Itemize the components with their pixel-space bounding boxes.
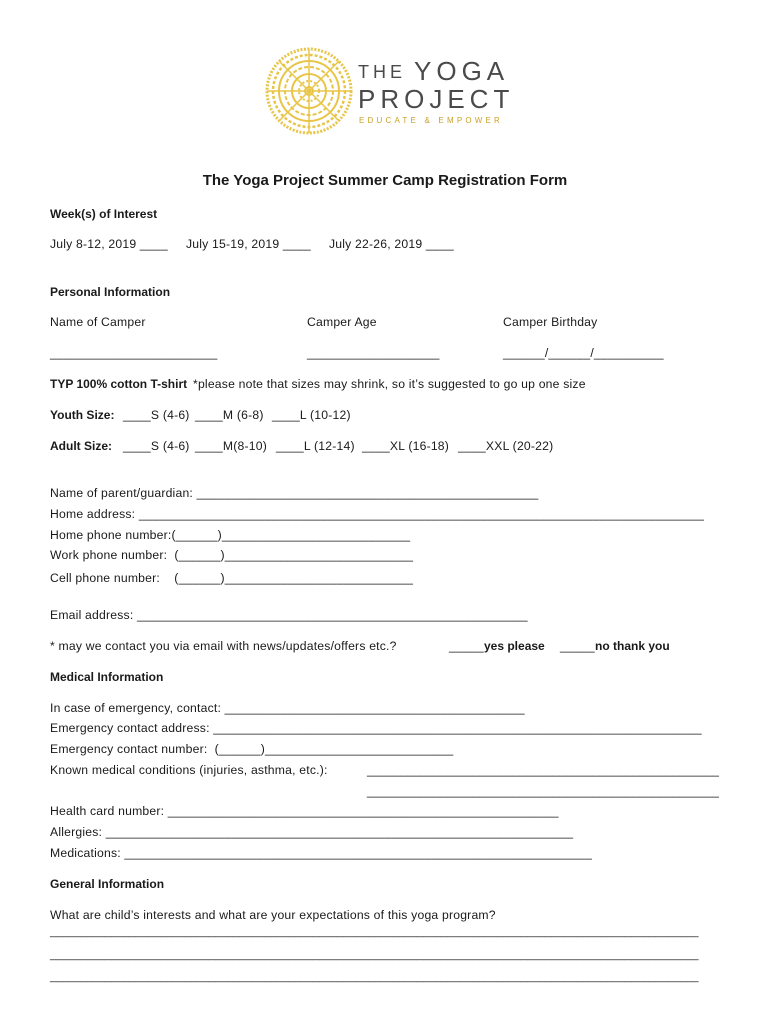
- camper-age-label: Camper Age: [307, 315, 377, 329]
- interests-question: What are child’s interests and what are your expectations of this yoga program?: [50, 908, 496, 922]
- youth-size-s[interactable]: ____S (4-6): [123, 408, 190, 422]
- emergency-number-field[interactable]: Emergency contact number: (______)___________________________: [50, 742, 454, 756]
- camper-age-field[interactable]: ___________________: [307, 346, 440, 360]
- medical-conditions-label: Known medical conditions (injuries, asthma, etc.):: [50, 763, 328, 777]
- general-heading: General Information: [50, 877, 165, 891]
- logo-text-project: PROJECT: [358, 84, 515, 114]
- logo-text-yoga: YOGA: [414, 56, 510, 86]
- health-card-field[interactable]: Health card number: ________________________________________________________: [50, 804, 559, 818]
- week-option-2[interactable]: July 15-19, 2019 ____: [186, 237, 311, 251]
- cell-phone-field[interactable]: Cell phone number: (______)___________________________: [50, 571, 414, 585]
- interests-field-1[interactable]: __________________________________________________________________________________________________________: [50, 926, 699, 938]
- personal-heading: Personal Information: [50, 285, 171, 299]
- adult-size-xxl[interactable]: ____XXL (20-22): [458, 439, 554, 453]
- parent-name-field[interactable]: Name of parent/guardian: _________________________________________________: [50, 486, 539, 500]
- email-consent-question: * may we contact you via email with news/updates/offers etc.?: [50, 639, 397, 653]
- adult-size-label: Adult Size:: [50, 439, 112, 453]
- interests-field-2[interactable]: __________________________________________________________________________________________________________: [50, 949, 699, 961]
- consent-yes-blank[interactable]: _____: [449, 639, 484, 653]
- home-phone-field[interactable]: Home phone number:(______)___________________________: [50, 528, 411, 542]
- logo-tagline: EDUCATE & EMPOWER: [359, 116, 504, 125]
- consent-no-label: no thank you: [595, 639, 670, 653]
- adult-size-m[interactable]: ____M(8-10): [195, 439, 267, 453]
- tshirt-note: *please note that sizes may shrink, so it’s suggested to go up one size: [193, 377, 586, 391]
- emergency-address-field[interactable]: Emergency contact address: ______________________________________________________________________: [50, 721, 702, 735]
- interests-field-3[interactable]: __________________________________________________________________________________________________________: [50, 971, 699, 983]
- logo-text-the: THE: [358, 62, 406, 82]
- form-title: The Yoga Project Summer Camp Registration Form: [202, 172, 568, 189]
- tshirt-label: TYP 100% cotton T-shirt: [50, 377, 188, 391]
- weeks-heading: Week(s) of Interest: [50, 207, 158, 221]
- allergies-field[interactable]: Allergies: ___________________________________________________________________: [50, 825, 574, 839]
- adult-size-l[interactable]: ____L (12-14): [276, 439, 355, 453]
- camper-name-field[interactable]: ________________________: [50, 346, 218, 360]
- youth-size-l[interactable]: ____L (10-12): [272, 408, 351, 422]
- medical-conditions-field-1[interactable]: _____________________________________________________: [367, 763, 719, 777]
- emergency-contact-field[interactable]: In case of emergency, contact: ___________________________________________: [50, 701, 525, 715]
- camper-birthday-field[interactable]: ______/______/__________: [503, 346, 664, 360]
- medical-heading: Medical Information: [50, 670, 164, 684]
- camper-name-label: Name of Camper: [50, 315, 146, 329]
- youth-size-m[interactable]: ____M (6-8): [195, 408, 264, 422]
- youth-size-label: Youth Size:: [50, 408, 115, 422]
- week-option-1[interactable]: July 8-12, 2019 ____: [50, 237, 168, 251]
- medical-conditions-field-2[interactable]: _____________________________________________________: [367, 784, 719, 798]
- work-phone-field[interactable]: Work phone number: (______)___________________________: [50, 548, 414, 562]
- consent-no-blank[interactable]: _____: [560, 639, 595, 653]
- camper-birthday-label: Camper Birthday: [503, 315, 598, 329]
- consent-yes-label: yes please: [484, 639, 545, 653]
- adult-size-s[interactable]: ____S (4-6): [123, 439, 190, 453]
- adult-size-xl[interactable]: ____XL (16-18): [362, 439, 450, 453]
- home-address-field[interactable]: Home address: _________________________________________________________________________________: [50, 507, 705, 521]
- yoga-project-logo-icon: [264, 46, 354, 136]
- medications-field[interactable]: Medications: ___________________________________________________________________: [50, 846, 592, 860]
- email-field[interactable]: Email address: ________________________________________________________: [50, 608, 528, 622]
- week-option-3[interactable]: July 22-26, 2019 ____: [329, 237, 454, 251]
